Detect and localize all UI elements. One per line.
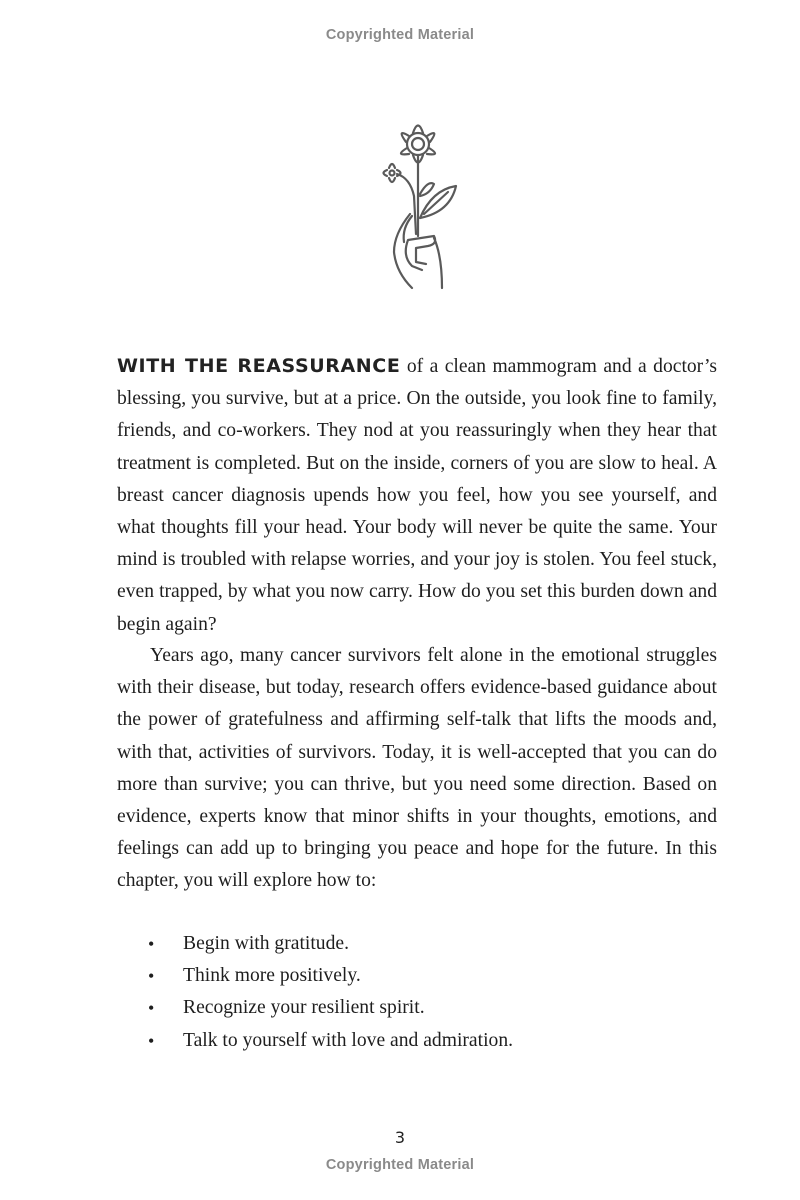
copyright-watermark-top: Copyrighted Material bbox=[325, 27, 475, 43]
page-number: 3 bbox=[394, 1128, 406, 1147]
list-item bbox=[117, 992, 513, 1024]
list-item bbox=[117, 1025, 513, 1057]
second-paragraph bbox=[117, 640, 717, 898]
opening-paragraph bbox=[117, 350, 717, 641]
small-flower-icon bbox=[384, 164, 401, 182]
large-leaf bbox=[420, 186, 456, 218]
paragraph-text: of a clean mammogram and a doctor’s blessing, you survive, but at a price. On the outside, you look fine to family, friends, and co-workers. They nod at you reassuringly when they hear that treatment is completed. But on the inside, corners of you are slow to heal. A breast cancer diagnosis upends how you feel, how you see yourself, and what thoughts fill your head. Your body will never be quite the same. Your mind is troubled with relapse worries, and your joy is stolen. You feel stuck, even trapped, by what you now carry. How do you set this burden down and begin again? bbox=[117, 356, 718, 635]
hand-holding-flowers-icon bbox=[372, 116, 460, 292]
paragraph-text: Years ago, many cancer survivors felt alone in the emotional struggles with their disease, but today, research offers evidence-based guidance about the power of gratefulness and affirming self-talk that lifts the moods and, with that, activities of survivors. Today, it is well-accepted that you can do more than survive; you can thrive, but you need some direction. Based on evidence, experts know that minor shifts in your thoughts, emotions, and feelings can add up to bringing you peace and hope for the future. In this chapter, you will explore how to: bbox=[117, 645, 717, 892]
list-item-text: Think more positively. bbox=[183, 965, 361, 987]
list-item bbox=[117, 928, 513, 960]
chapter-goals-list bbox=[117, 928, 513, 1057]
list-item-text: Talk to yourself with love and admiration. bbox=[183, 1029, 514, 1051]
bullet-icon: • bbox=[148, 998, 155, 1019]
lead-in-caps: WITH THE REASSURANCE bbox=[117, 355, 401, 377]
bullet-icon: • bbox=[148, 934, 155, 954]
copyright-watermark-bottom: Copyrighted Material bbox=[325, 1157, 475, 1173]
bullet-icon: • bbox=[148, 966, 155, 987]
bullet-icon: • bbox=[148, 1030, 155, 1051]
list-item-text: Recognize your resilient spirit. bbox=[183, 997, 425, 1019]
list-item bbox=[117, 960, 513, 992]
small-leaf bbox=[420, 183, 434, 196]
list-item-text: Begin with gratitude. bbox=[183, 933, 349, 954]
